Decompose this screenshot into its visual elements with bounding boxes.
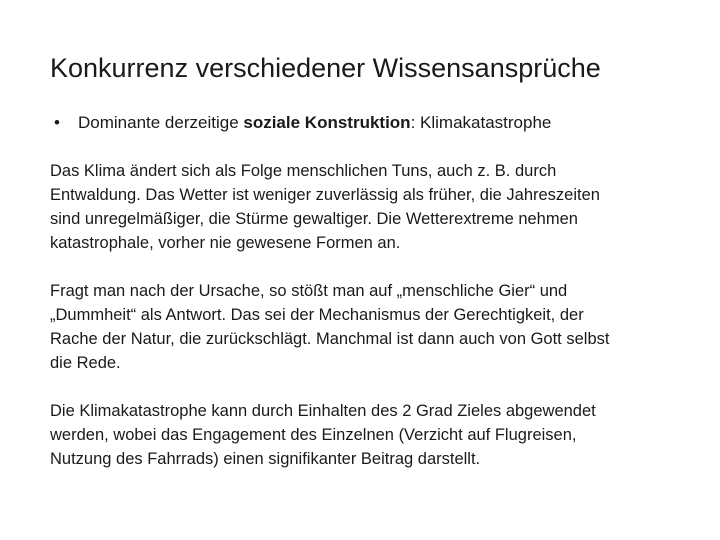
paragraph-line: sind unregelmäßiger, die Stürme gewaltiger. Die Wetterextreme nehmen: [50, 210, 578, 228]
slide-title: Konkurrenz verschiedener Wissensansprüche: [50, 53, 601, 83]
paragraph-line: die Rede.: [50, 354, 121, 372]
paragraph-line: Nutzung des Fahrrads) einen signifikanter Beitrag darstellt.: [50, 450, 481, 468]
paragraph-line: Entwaldung. Das Wetter ist weniger zuverlässig als früher, die Jahreszeiten: [50, 186, 600, 204]
bullet-text-suffix: : Klimakatastrophe: [410, 113, 552, 132]
paragraph-cause: [50, 279, 690, 375]
paragraph-line: „Dummheit“ als Antwort. Das sei der Mechanismus der Gerechtigkeit, der: [50, 306, 584, 324]
paragraph-line: Die Klimakatastrophe kann durch Einhalten des 2 Grad Zieles abgewendet: [50, 402, 596, 420]
bullet-text-bold: soziale Konstruktion: [243, 113, 411, 132]
bullet-text-prefix: Dominante derzeitige: [78, 113, 244, 132]
paragraph-line: katastrophale, vorher nie gewesene Formen an.: [50, 234, 401, 252]
bullet-item: [54, 112, 694, 134]
paragraph-climate-change: [50, 159, 690, 255]
paragraph-line: Rache der Natur, die zurückschlägt. Manchmal ist dann auch von Gott selbst: [50, 330, 610, 348]
paragraph-solution: [50, 399, 690, 471]
paragraph-line: Das Klima ändert sich als Folge menschlichen Tuns, auch z. B. durch: [50, 162, 557, 180]
bullet-marker: •: [54, 113, 60, 132]
paragraph-line: werden, wobei das Engagement des Einzelnen (Verzicht auf Flugreisen,: [50, 426, 577, 444]
paragraph-line: Fragt man nach der Ursache, so stößt man auf „menschliche Gier“ und: [50, 282, 568, 300]
